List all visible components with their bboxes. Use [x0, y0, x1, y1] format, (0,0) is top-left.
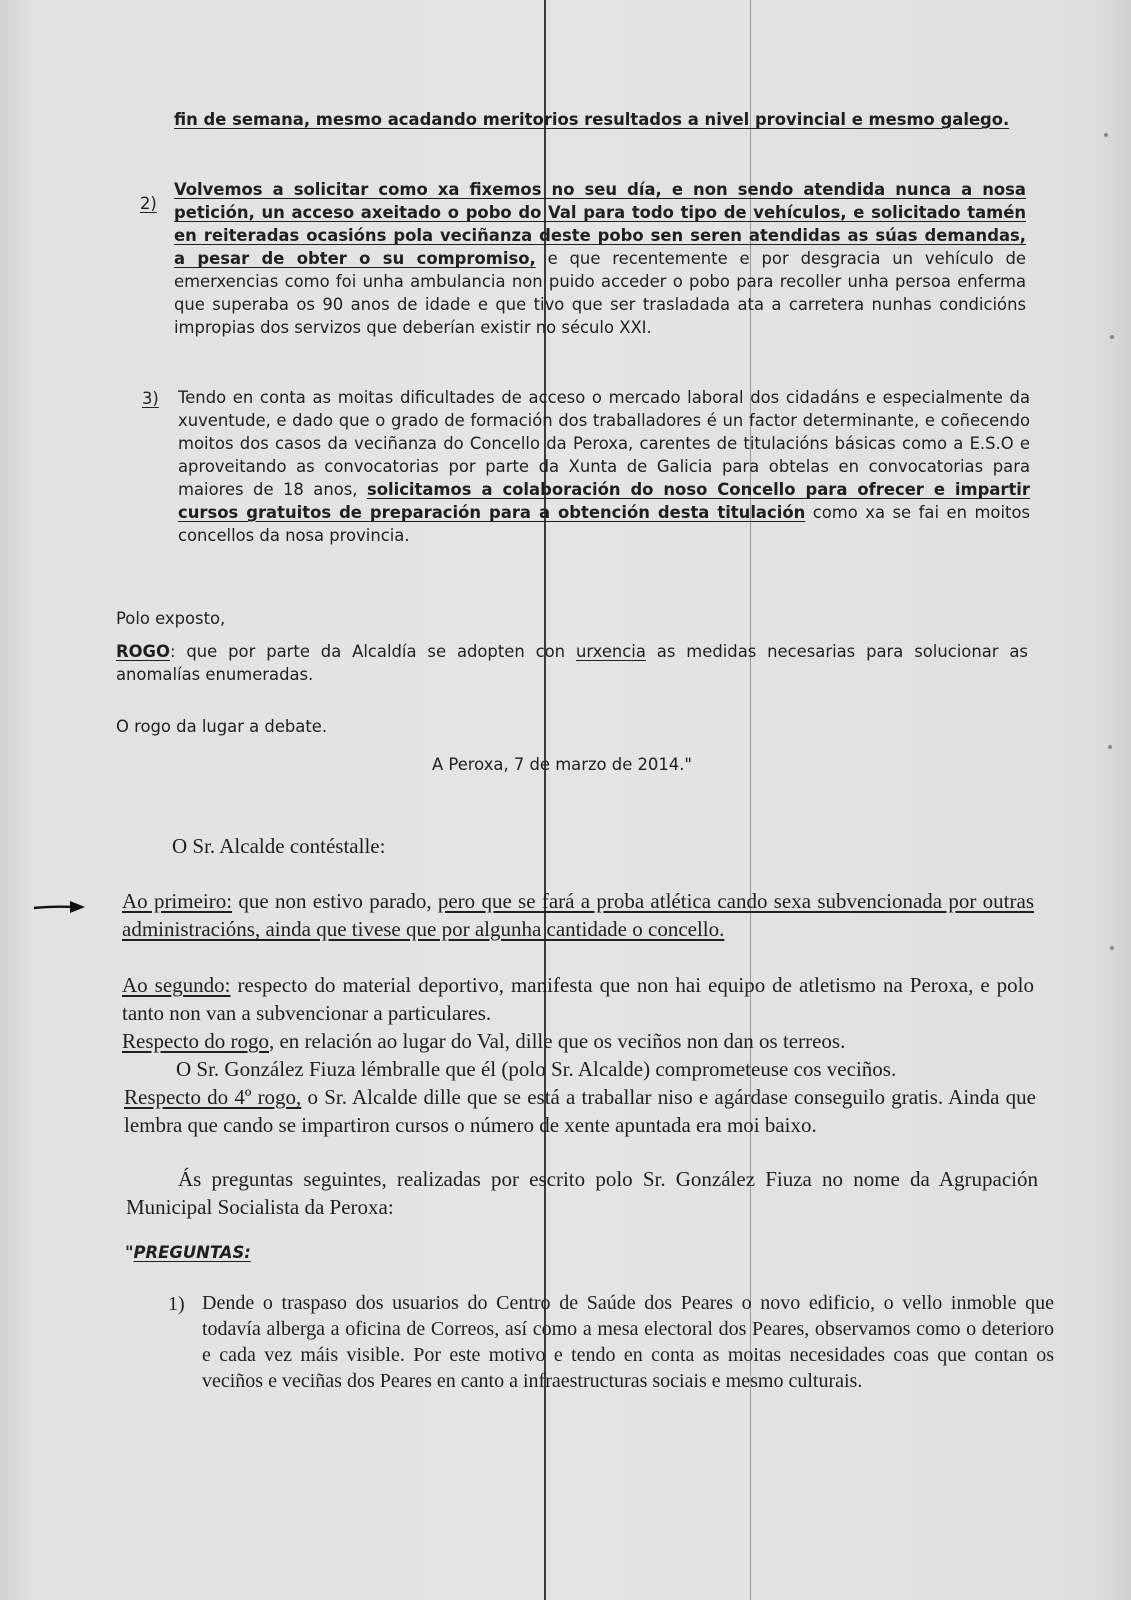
rogo-label: ROGO [116, 642, 170, 661]
fiuza-line: O Sr. González Fiuza lémbralle que él (polo Sr. Alcalde) comprometeuse cos veciños. [176, 1057, 897, 1081]
answer-second [122, 971, 1034, 1027]
debate-line: O rogo da lugar a debate. [116, 717, 328, 736]
paragraph-3 [178, 386, 1030, 547]
item-number: 2) [140, 194, 157, 213]
rogo-text-b: as medidas necesarias para solucionar as anomalías enumeradas. [116, 642, 1028, 684]
question-number: 1) [168, 1293, 185, 1315]
paragraph-2-text: e que recentemente e por desgracia un vehículo de emerxencias como foi unha ambulancia non puido acceder o pobo para recoller unha persoa enferma que superaba os 90 anos de idade e que tivo que ser trasladada ata a carretera nunhas condicións impropias dos servizos que deberían existir no século XXI. [174, 249, 1026, 337]
handwritten-arrow-icon [32, 899, 87, 915]
answer-first-underlined: pero que se fará a proba atlética cando sexa subvencionada por outras administracións, ainda que tivese que por algunha cantidade o concello. [122, 889, 1034, 941]
answer-rogo-label: Respecto do rogo [122, 1029, 269, 1053]
questions-title [125, 1241, 251, 1264]
questions-title-quote: " [125, 1243, 134, 1262]
paragraph-1 [174, 108, 1026, 131]
date-line: A Peroxa, 7 de marzo de 2014." [432, 755, 692, 774]
answer-rogo [122, 1027, 1034, 1055]
item-number: 3) [142, 389, 159, 408]
answer-fourth-label: Respecto do 4º rogo, [124, 1085, 302, 1109]
answer-second-text: respecto do material deportivo, manifesta que non hai equipo de atletismo na Peroxa, e polo tanto non van a subvencionar a particulares. [122, 973, 1034, 1025]
answer-second-label: Ao segundo: [122, 973, 231, 997]
paragraph-3-bold: solicitamos a colaboración do noso Concello para ofrecer e impartir cursos gratuitos de preparación para a obtención desta titulación [178, 480, 1030, 522]
polo-exposto: Polo exposto, [116, 609, 226, 628]
scan-speck [1110, 946, 1114, 950]
scan-speck [1104, 133, 1108, 137]
paragraph-3-end: como xa se fai en moitos concellos da nosa provincia. [178, 503, 1031, 545]
questions-intro: Ás preguntas seguintes, realizadas por escrito polo Sr. González Fiuza no nome da Agrupación Municipal Socialista da Peroxa: [126, 1167, 1038, 1219]
paragraph-2-bold: Volvemos a solicitar como xa fixemos no seu día, e non sendo atendida nunca a nosa petición, un acceso axeitado o pobo do Val para todo tipo de vehículos, e solicitado tamén en reiteradas ocasións pola veciñanza deste pobo sen seren atendidas as súas demandas, a pesar de obter o su compromiso, [174, 180, 1026, 268]
paragraph-3-text: Tendo en conta as moitas dificultades de acceso o mercado laboral dos cidadáns e especialmente da xuventude, e dado que o grado de formación dos traballadores é un factor determinante, e coñecendo moitos dos casos da veciñanza do Concello da Peroxa, carentes de titulacións básicas como a E.S.O e aproveitando as convocatorias por parte da Xunta de Galicia para obtelas en convocatorias para maiores de 18 anos, [178, 388, 1030, 499]
questions-title-label: PREGUNTAS: [133, 1243, 251, 1262]
alcalde-intro: O Sr. Alcalde contéstalle: [172, 834, 386, 858]
rogo-urgency: urxencia [575, 642, 646, 661]
rogo-text-a: : que por parte da Alcaldía se adopten con [169, 642, 576, 661]
answer-rogo-text: , en relación ao lugar do Val, dille que os veciños non dan os terreos. [268, 1029, 846, 1053]
scan-speck [1110, 335, 1114, 339]
question-1: Dende o traspaso dos usuarios do Centro de Saúde dos Peares o novo edificio, o vello inmoble que todavía alberga a oficina de Correos, así como a mesa electoral dos Peares, observamos como o deterioro e cada vez máis visible. Por este motivo e tendo en conta as moitas necesidades coas que contan os veciños e veciñas dos Peares en canto a infraestructuras sociais e mesmo culturais. [202, 1292, 1054, 1392]
answer-fourth [124, 1083, 1036, 1139]
paragraph-2 [174, 178, 1026, 339]
answer-first-text: que non estivo parado, [232, 889, 438, 913]
rogo-paragraph [116, 640, 1028, 686]
answer-first-label: Ao primeiro: [122, 889, 233, 913]
paragraph-1-text: fin de semana, mesmo acadando meritorios resultados a nivel provincial e mesmo galego. [174, 110, 1010, 129]
scan-speck [1108, 745, 1112, 749]
answer-fourth-text: o Sr. Alcalde dille que se está a traballar niso e agárdase conseguilo gratis. Ainda que lembra que cando se impartiron cursos o número de xente apuntada era moi baixo. [124, 1085, 1037, 1137]
answer-first [122, 887, 1034, 943]
